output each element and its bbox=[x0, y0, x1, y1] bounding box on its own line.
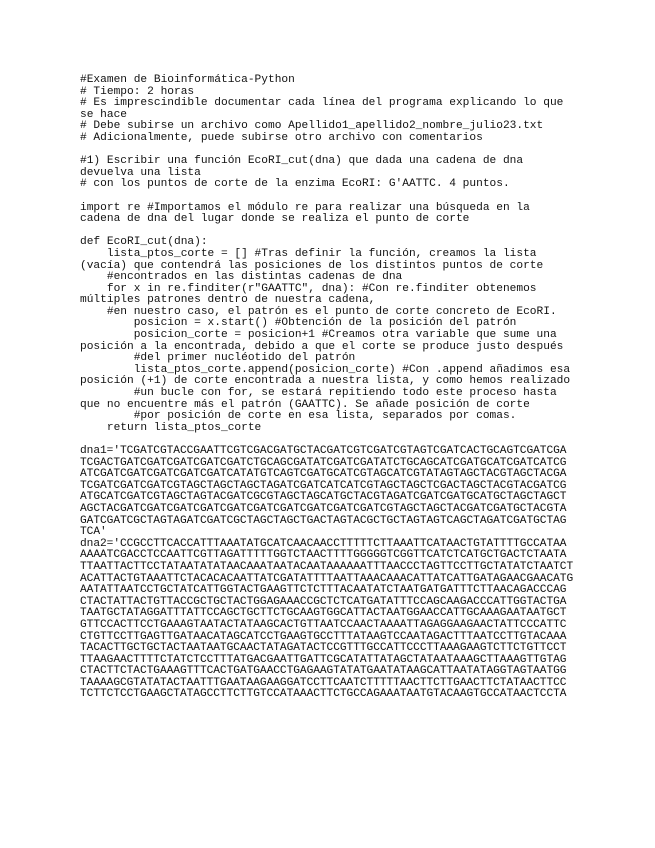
dna1-line: dna1='TCGATCGTACCGAATTCGTCGACGATGCTACGATCGTCGATCGTAGTCGATCACTGCAGTCGATCGA bbox=[80, 445, 567, 457]
code-line: #1) Escribir una función EcoRI_cut(dna) que dada una cadena de dna bbox=[80, 155, 524, 168]
code-line: # Adicionalmente, puede subirse otro archivo con comentarios bbox=[80, 131, 483, 144]
code-line: import re #Importamos el módulo re para realizar una búsqueda en la bbox=[80, 201, 530, 214]
dna2-line: TCTTCTCCTGAAGCTATAGCCTTCTTGTCCATAAACTTCTGCCAGAAATAATGTACAAGTGCCATAACTCCTA bbox=[80, 688, 567, 701]
dna1-line: ATCGATCGATCGATCGATCGATCATATGTCAGTCGATGCATCGTAGCATCGTATAGTAGCTACGTAGCTACGA bbox=[80, 468, 567, 481]
code-line: #en nuestro caso, el patrón es el punto de corte concreto de EcoRI. bbox=[80, 305, 557, 318]
dna1-line: AGCTACGATCGATCGATCGATCGATCGATCGATCGATCGATCGATCGTAGCTAGCTACGATCGATGCTACGTA bbox=[80, 502, 567, 515]
code-line: # con los puntos de corte de la enzima EcoRI: G'AATTC. 4 puntos. bbox=[80, 178, 510, 191]
code-line: lista_ptos_corte.append(posicion_corte) #Con .append añadimos esa bbox=[80, 363, 571, 376]
dna2-line: GTTCCACTTCCTGAAAGTAATACTATAAGCACTGTTAATCCAACTAAAATTAGAGGAAGAACTATTCCCATTC bbox=[80, 618, 567, 631]
dna2-line: TAAAAGCGTATATACTAATTTGAATAAGAAGGATCCTTCAATCTTTTTAACTTCTTGAACTTCTATAACTTCC bbox=[80, 676, 567, 689]
code-line: que no encuentre más el patrón (GAATTC). Se añade posición de corte bbox=[80, 398, 530, 411]
code-line: (vacía) que contendrá las posiciones de los distintos puntos de corte bbox=[80, 259, 544, 272]
code-line: posición a la encontrada, debido a que el corte se produce justo después bbox=[80, 340, 564, 353]
code-line: def EcoRI_cut(dna): bbox=[80, 236, 208, 249]
code-line: posicion_corte = posicion+1 #Creamos otra variable que sume una bbox=[80, 329, 557, 342]
dna1-line: GATCGATCGCTAGTAGATCGATCGCTAGCTAGCTGACTAGTACGCTGCTAGTAGTCAGCTAGATCGATGCTAG bbox=[80, 514, 567, 527]
code-line: #por posición de corte en esa lista, separados por comas. bbox=[80, 410, 517, 423]
dna2-line: CTACTTCTACTGAAAGTTTCACTGATGAACCTGAGAAGTATATGAATATAAGCATTAATATAGGTAGTAATGG bbox=[80, 665, 567, 678]
code-line bbox=[80, 191, 600, 203]
code-line: # Debe subirse un archivo como Apellido1_apellido2_nombre_julio23.txt bbox=[80, 120, 544, 133]
dna1-line: ATGCATCGATCGTAGCTAGTACGATCGCGTAGCTAGCATGCTACGTAGATCGATCGATGCATGCTAGCTAGCT bbox=[80, 491, 567, 504]
code-line: # Tiempo: 2 horas bbox=[80, 85, 195, 98]
code-line: for x in re.finditer(r"GAATTC", dna): #Con re.finditer obtenemos bbox=[80, 282, 537, 295]
dna2-line: ACATTACTGTAAATTCTACACACAATTATCGATATTTTAATTAAACAAACATTATCATTGATAGAACGAACATG bbox=[80, 572, 574, 585]
dna1-line: TCA' bbox=[80, 526, 107, 539]
dna2-line: AAAATCGACCTCCAATTCGTTAGATTTTTGGTCTAACTTTTGGGGGTCGGTTCATCTCATGCTGACTCTAATA bbox=[80, 549, 567, 562]
code-line: #encontrados en las distintas cadenas de dna bbox=[80, 271, 403, 284]
dna1-line: TCGACTGATCGATCGATCGATCGATCTGCAGCGATATCGATCGATATCTGCAGCATCGATGCATCGATCATCG bbox=[80, 456, 567, 469]
dna2-line: TTAAGAACTTTTCTATCTCCTTTATGACGAATTGATTCGCATATTATAGCTATAATAAAGCTTAAAGTTGTAG bbox=[80, 653, 567, 666]
document-page bbox=[80, 75, 600, 701]
dna2-line: CTGTTCCTTGAGTTGATAACATAGCATCCTGAAGTGCCTTTATAAGTCCAATAGACTTTAATCCTTGTACAAA bbox=[80, 630, 567, 643]
dna2-line: TAATGCTATAGGATTTATTCCAGCTGCTTCTGCAAGTGGCATTACTAATGGAACCATTGCAAAGAATAATGCT bbox=[80, 607, 567, 620]
code-line: devuelva una lista bbox=[80, 166, 201, 179]
code-line: posicion = x.start() #Obtención de la posición del patrón bbox=[80, 317, 517, 330]
code-line: return lista_ptos_corte bbox=[80, 421, 262, 434]
dna1-sequence bbox=[80, 446, 600, 539]
code-line: #un bucle con for, se estará repitiendo todo este proceso hasta bbox=[80, 387, 557, 400]
code-line: #del primer nucléotido del patrón bbox=[80, 352, 356, 365]
code-line: se hace bbox=[80, 108, 127, 121]
dna2-line: dna2='CCGCCTTCACCATTTAAATATGCATCAACAACCTTTTTCTTAAATTCATAACTGTATTTTGCCATAA bbox=[80, 537, 567, 550]
dna2-line: CTACTATTACTGTTACCGCTGCTACTGGAGAAACCGCTCTCATGATATTTCCAGCAAGACCCATTGGTACTGA bbox=[80, 595, 567, 608]
code-line: cadena de dna del lugar donde se realiza el punto de corte bbox=[80, 213, 470, 226]
dna2-line: TTAATTACTTCCTATAATATATAACAAATAATACAATAAAAAATTTAACCCTAGTTCCTTGCTATATCTAATCT bbox=[80, 560, 574, 573]
code-line: lista_ptos_corte = [] #Tras definir la función, creamos la lista bbox=[80, 247, 537, 260]
code-line: #Examen de Bioinformática-Python bbox=[80, 74, 295, 86]
dna2-line: AATATTAATCCTGCTATCATTGGTACTGAAGTTCTCTTTACAATATCTAATGATGATTTCTTAACAGACCCAG bbox=[80, 584, 567, 597]
dna2-line: TACACTTGCTGCTACTAATAATGCAACTATAGATACTCCGTTTGCCATTCCCTTAAAGAAGTCTTCTGTTCCT bbox=[80, 642, 567, 655]
code-line: múltiples patrones dentro de nuestra cadena, bbox=[80, 294, 376, 307]
dna1-line: TCGATCGATCGATCGTAGCTAGCTAGCTAGATCGATCATCATCGTAGCTAGCTCGACTAGCTACGTACGATCG bbox=[80, 479, 567, 492]
dna2-sequence bbox=[80, 539, 600, 701]
code-line: posición (+1) de corte encontrada a nuestra lista, y como hemos realizado bbox=[80, 375, 571, 388]
code-line: # Es imprescindible documentar cada línea del programa explicando lo que bbox=[80, 97, 564, 110]
code-comments-and-function bbox=[80, 75, 600, 446]
